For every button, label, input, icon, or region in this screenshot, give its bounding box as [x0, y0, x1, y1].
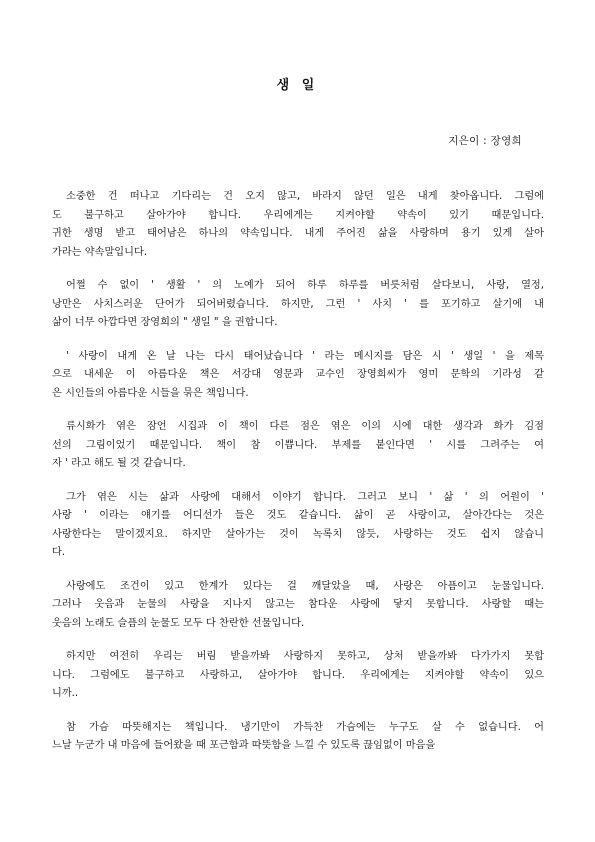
paragraph	[52, 578, 544, 634]
paragraph	[52, 188, 544, 262]
text-line: 그가 엮은 시는 삶과 사랑에 대해서 이야기 합니다. 그러고 보니 ' 삶 ' 의 어원이 '	[66, 491, 544, 503]
text-line: 하지만 여전히 우리는 버림 받을까봐 사랑하지 못하고, 상처 받을까봐 다가가지 못합	[66, 651, 544, 662]
text-line: 니까..	[52, 688, 79, 699]
text-line: 은 시인들의 아름다운 시들을 묶은 책입니다.	[52, 387, 249, 399]
text-line: 어쩔 수 없이 ' 생활 ' 의 노예가 되어 하루 하루를 버릇처럼 살다보니, 사랑, 열정,	[66, 280, 544, 291]
text-line: 선의 그림이었기 때문입니다. 책이 참 이쁩니다. 부제를 붙인다면 ' 시를 그려주는 여	[52, 439, 544, 451]
text-line: 웃음의 노래도 슬픔의 눈물도 모두 다 찬란한 선물입니다.	[52, 617, 305, 629]
paragraph	[52, 648, 544, 704]
paragraph	[52, 348, 544, 404]
text-line: 귀한 생명 받고 태어남은 하나의 약속입니다. 내게 주어진 삶을 사랑하며 용기 있게 살아	[52, 228, 544, 239]
author-line: 지은이 : 장영희	[448, 135, 522, 147]
text-line: 류시화가 엮은 잠언 시집과 이 책이 다른 점은 엮은 이의 시에 대한 생각과 화가 김점	[66, 421, 544, 432]
text-line: 낭만은 사치스러운 단어가 되어버렸습니다. 하지만, 그런 ' 사치 ' 를 포기하고 살기에 내	[52, 298, 544, 310]
text-line: 느날 누군가 내 마음에 들어왔을 때 포근함과 따뜻함을 느낄 수 있도록 끊임없이 마음을	[52, 740, 436, 751]
text-line: 니다. 그럼에도 불구하고 사랑하고, 살아가야 합니다. 우리에게는 지켜야할 약속이 있으	[52, 669, 544, 681]
text-line: 삶이 너무 아깝다면 장영희의 " 생일 " 을 권합니다.	[52, 317, 278, 328]
text-line: 도 불구하고 살아가야 합니다. 우리에게는 지켜야할 약속이 있기 때문입니다.	[52, 209, 544, 221]
text-line: 그러나 웃음과 눈물의 사랑을 지나지 않고는 참다운 사랑에 닿지 못합니다. 사랑할 때는	[52, 599, 544, 610]
text-line: 가라는 약속말입니다.	[52, 246, 148, 258]
text-line: 소중한 건 떠나고 기다리는 건 오지 않고, 바라지 않던 일은 내게 찾아옵니다. 그럼에	[66, 191, 544, 202]
text-line: 사랑한다는 말이겠지요. 하지만 살아가는 것이 녹록치 않듯, 사랑하는 것도 쉽지 않습니	[52, 528, 544, 540]
text-line: 사랑에도 조건이 있고 한계가 있다는 걸 깨달았을 때, 사랑은 아픔이고 눈물입니다.	[66, 580, 544, 592]
document-body	[52, 188, 544, 771]
text-line: 사랑 ' 이라는 얘기를 어디선가 들은 것도 같습니다. 삶이 곧 사랑이고, 살아간다는 것은	[52, 510, 544, 521]
text-line: 자 ' 라고 해도 될 것 같습니다.	[52, 458, 186, 469]
paragraph	[52, 418, 544, 474]
text-line: ' 사랑이 내게 온 날 나는 다시 태어났습니다 ' 라는 메시지를 담은 시 ' 생일 ' 을 제목	[66, 350, 544, 362]
text-line: 참 가슴 따뜻해지는 책입니다. 냉기만이 가득찬 가슴에는 누구도 살 수 없습니다. 어	[66, 721, 544, 733]
paragraph	[52, 489, 544, 563]
document-title: 생 일	[276, 78, 319, 93]
text-line: 다.	[52, 547, 66, 558]
paragraph	[52, 719, 544, 756]
text-line: 으로 내세운 이 아름다운 책은 서강대 영문과 교수인 장영희씨가 영미 문학의 기라성 같	[52, 369, 544, 380]
paragraph	[52, 277, 544, 333]
